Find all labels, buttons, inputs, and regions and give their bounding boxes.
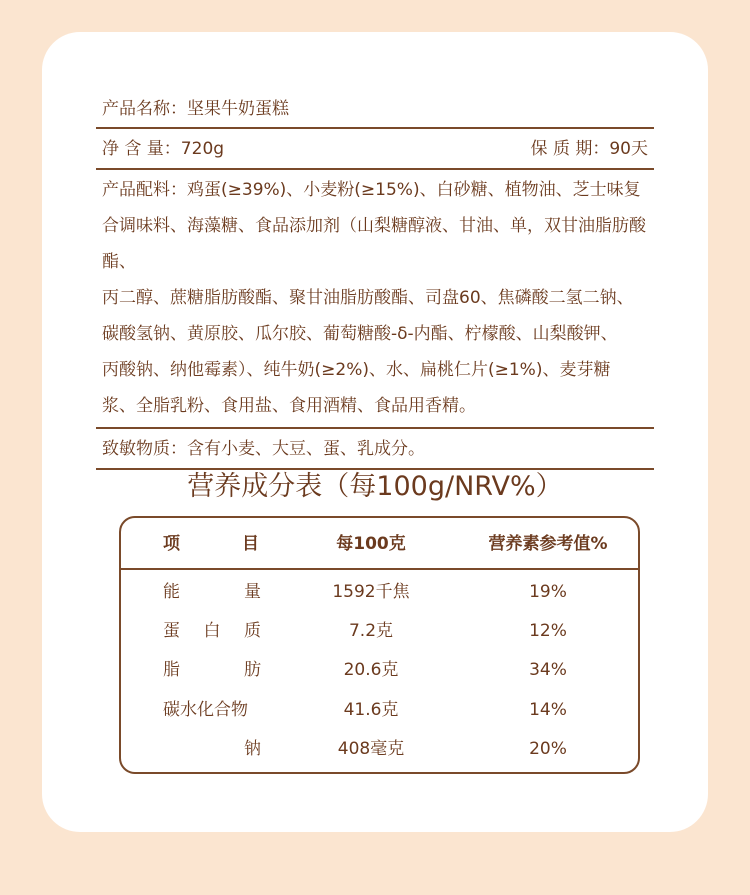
table-row [121, 573, 638, 612]
header-per100: 每100克 [336, 534, 406, 554]
product-info [96, 86, 654, 470]
ingredients-line: 碳酸氢钠、黄原胶、瓜尔胶、葡萄糖酸-δ-内酯、柠檬酸、山梨酸钾、 [102, 324, 618, 344]
ingredients-line: 浆、全脂乳粉、食用盐、食用酒精、食品用香精。 [102, 396, 476, 416]
shelf-life: 保 质 期：90天 [530, 139, 648, 159]
net-shelf-row [96, 129, 654, 170]
header-nrv: 营养素参考值% [488, 534, 608, 554]
nutrient-value: 41.6克 [343, 699, 399, 720]
nutrient-name: 能 量 [163, 582, 261, 602]
nutrient-name: 钠 [244, 738, 261, 759]
nutrient-name: 碳水化合物 [163, 699, 248, 720]
nutrient-value: 408毫克 [337, 738, 405, 759]
table-row [121, 612, 638, 651]
ingredients-line: 丙二醇、蔗糖脂肪酸酯、聚甘油脂肪酸酯、司盘60、焦磷酸二氢二钠、 [102, 288, 634, 308]
ingredients-line: 丙酸钠、纳他霉素）、纯牛奶(≥2%)、水、扁桃仁片(≥1%)、麦芽糖 [102, 360, 611, 380]
net-content: 净 含 量：720g [102, 139, 225, 159]
nutrient-value: 20.6克 [343, 660, 399, 681]
allergens: 致敏物质：含有小麦、大豆、蛋、乳成分。 [96, 429, 654, 470]
product-name: 产品名称：坚果牛奶蛋糕 [96, 86, 654, 129]
table-header [121, 518, 638, 570]
nutrient-value: 1592千焦 [332, 582, 410, 602]
nutrient-name: 蛋 白 质 [163, 621, 261, 642]
header-item: 项 目 [163, 534, 259, 554]
table-row [121, 651, 638, 690]
nutrient-nrv: 19% [529, 582, 567, 602]
nutrient-name: 脂 肪 [163, 660, 261, 681]
ingredients [96, 170, 654, 429]
table-row [121, 691, 638, 730]
nutrient-nrv: 14% [529, 699, 567, 720]
nutrient-nrv: 20% [529, 738, 567, 759]
nutrition-title: 营养成分表（每100g/NRV%） [187, 471, 563, 502]
ingredients-line: 合调味料、海藻糖、食品添加剂（山梨糖醇液、甘油、单，双甘油脂肪酸酯、 [102, 216, 646, 272]
nutrient-nrv: 34% [529, 660, 567, 681]
ingredients-line: 产品配料：鸡蛋(≥39%)、小麦粉(≥15%)、白砂糖、植物油、芝士味复 [102, 180, 641, 200]
nutrient-nrv: 12% [529, 621, 567, 642]
nutrient-value: 7.2克 [348, 621, 394, 642]
table-row [121, 730, 638, 769]
nutrition-table [119, 516, 640, 774]
